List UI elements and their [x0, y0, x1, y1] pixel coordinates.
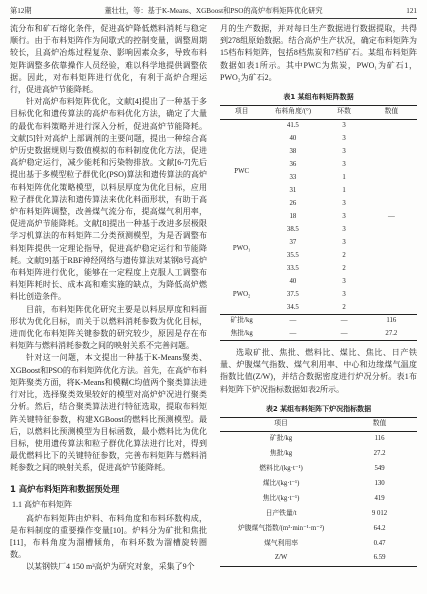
table-2-caption: 表2 某组布料矩阵下炉况指标数据 — [265, 404, 372, 413]
angle-cell: 40 — [289, 134, 297, 142]
subsection-heading: 1.1 高炉布料矩阵 — [12, 499, 72, 509]
paragraph: 针对这一问题，本文提出一种基于K-Means聚类、XGBoost和PSO的布料矩阵优化方法。首先，在高炉布料矩阵聚类方面，将K-Means和模糊C均值两个聚类算法进行对比，选择聚类效果较好的模型对高炉炉况进行聚类分析。然后，结合聚类算法进行特征选取，提取布料矩阵关键特征参数，构建XGBoost的燃料比预测模型。最后，以燃料比预测模型为目标函数，最小燃料比为优化目标，使用遗传算法和粒子群优化算法进行比对，得到最优燃料比下的关键特征参数，完善布料矩阵与燃料消耗参数之间的映射关系，促进高炉节能降耗。 — [10, 353, 207, 473]
table-head — [220, 106, 417, 120]
group-label-cell: PWC — [234, 167, 250, 175]
rings-cell: 2 — [342, 251, 346, 259]
value-cell: 549 — [374, 464, 385, 472]
angle-cell: 33.5 — [286, 264, 299, 272]
rings-cell: 3 — [342, 199, 346, 207]
issue-number: 第12期 — [10, 7, 32, 15]
angle-cell: 41.5 — [286, 122, 299, 130]
value-cell: 6.59 — [373, 554, 386, 562]
table-body — [220, 120, 417, 341]
table-header-cell: 项目 — [220, 106, 263, 120]
table-row — [220, 328, 417, 341]
angle-cell: 18 — [289, 212, 297, 220]
table-row — [220, 431, 417, 446]
rings-cell: 1 — [342, 186, 346, 194]
item-cell: 焦批/kg — [269, 449, 293, 457]
table-2 — [220, 417, 417, 567]
angle-cell: 31 — [289, 186, 297, 194]
rings-cell: 3 — [342, 238, 346, 246]
rings-cell: 3 — [342, 160, 346, 168]
table-row — [220, 491, 417, 506]
item-cell: 矿批/kg — [269, 434, 293, 442]
rings-cell: 3 — [342, 290, 346, 298]
rings-cell: 2 — [342, 264, 346, 272]
section-heading: 1 高炉布料矩阵和数据预处理 — [10, 483, 120, 494]
angle-cell: 40 — [289, 277, 297, 285]
rings-cell: 3 — [342, 225, 346, 233]
running-header — [10, 5, 417, 19]
item-cell: 矿批/kg — [220, 315, 263, 328]
value-cell: 130 — [374, 479, 385, 487]
group-label-cell: PWO₂ — [232, 290, 251, 298]
paragraph: 目前，布料矩阵优化研究主要是以料层厚度和料面形状为优化目标，而关于以燃料消耗参数为优化目标，进而优化布料矩阵关键参数的研究较少，原因是存在布料矩阵与燃料消耗参数之间的映射关系不完善问题。 — [10, 304, 207, 351]
angle-cell: 38 — [289, 147, 297, 155]
angle-cell: 36 — [289, 160, 297, 168]
value-cell: 116 — [374, 434, 385, 442]
rings-cell: 3 — [342, 122, 346, 130]
table-row — [220, 315, 417, 328]
angle-cell: 35.5 — [286, 251, 299, 259]
table-header-row — [220, 417, 417, 431]
page-number: 121 — [406, 7, 417, 15]
angle-cell: 37 — [289, 238, 297, 246]
value-cell: 419 — [374, 494, 385, 502]
value-cell: 27.2 — [373, 449, 386, 457]
value-cell: 9 012 — [371, 509, 388, 517]
table-row — [220, 506, 417, 521]
table-row — [220, 476, 417, 491]
running-title: 董壮壮，等：基于K-Means、XGBoost和PSO的高炉布料矩阵优化研究 — [104, 7, 323, 15]
paragraph: 流分布和矿石熔化条件，促进高炉降低燃料消耗与稳定顺行。由于布料矩阵作为间歇式的控制变量，调整周期较长，且高炉冶炼过程复杂、影响因素众多，导致布料矩阵调整多依靠操作人员经验，难以科学地提供调整依据。因此，对布料矩阵进行优化，有利于高炉合理运行，促进高炉节能降耗。 — [10, 24, 207, 95]
table-row — [220, 446, 417, 461]
value-cell: 27.2 — [385, 329, 398, 337]
value-cell: 64.2 — [373, 524, 386, 532]
item-cell: 焦比/(kg·t⁻¹) — [262, 494, 300, 502]
item-cell: 燃料比/(kg·t⁻¹) — [259, 464, 303, 472]
angle-cell: 26 — [289, 199, 297, 207]
rings-cell: 3 — [342, 212, 346, 220]
table-row — [220, 551, 417, 566]
angle-cell: 37.5 — [286, 290, 299, 298]
rings-cell: 3 — [342, 147, 346, 155]
table-row — [220, 120, 417, 133]
item-cell: 焦批/kg — [230, 329, 253, 337]
value-cell: — — [387, 212, 395, 220]
item-cell: 煤比/(kg·t⁻¹) — [262, 479, 300, 487]
paragraph: 以某钢铁厂4 150 m³高炉为研究对象，采集了9个 — [26, 562, 195, 572]
table-row — [220, 461, 417, 476]
item-cell: 炉腹煤气指数/(m³·min⁻¹·m⁻²) — [237, 524, 325, 532]
angle-cell: 34.5 — [286, 303, 299, 311]
value-cell: 0.47 — [373, 539, 386, 547]
table-header-cell: 项目 — [220, 417, 342, 431]
paragraph: 高炉布料矩阵由炉料、布料角度和布料环数构成，是布料制度的重要操作变量[10]。炉料分为矿批和焦批[11]，布料角度为溜槽倾角，布料环数为溜槽旋转圈数。 — [10, 513, 207, 560]
paragraph: 针对高炉布料矩阵优化，文献[4]提出了一种基于多目标优化和遗传算法的高炉布料优化方法，确定了大量的最优布料策略并进行深入分析，促进高炉节能降耗。文献[5]针对高炉上部调剂的主要问题，提出一种综合高炉历史数据规则与数值模拟的布料制度优化方法，促进高炉稳定运行，减少能耗和污染物排放。文献[6-7]先后提出基于多模型粒子群优化(PSO)算法和遗传算法的高炉布料矩阵优化策略模型，以料层厚度为优化目标，应用粒子群优化算法和遗传算法来优化料面形状，有助于高炉布料矩阵调整，改善煤气流分布，提高煤气利用率，促进高炉节能降耗。文献[8]提出一种基于改进多层极限学习机算法的布料矩阵二分类预测模型，为是否调整布料矩阵提供一定理论指导，促进高炉稳定运行和节能降耗。文献[9]基于RBF神经网络与遗传算法对某钢8号高炉布料矩阵进行优化，能够在一定程度上克服人工调整布料矩阵耗时长、成本高和难实施的缺点，为降低高炉燃料比创造条件。 — [10, 97, 207, 302]
rings-cell: 1 — [342, 173, 346, 181]
table-header-cell: 数值 — [366, 106, 417, 120]
right-column — [220, 23, 417, 567]
rings-cell: — — [322, 315, 365, 328]
table-header-cell: 数值 — [342, 417, 417, 431]
left-column — [10, 23, 207, 574]
paragraph: 月的生产数据，并对每日生产数据进行数据提取，共得到278组原始数据。结合高炉生产状况，确定布料矩阵为15档布料矩阵，包括8档焦炭和7档矿石。某组布料矩阵数据如表1所示。其中PWC为焦炭，PWO₁为矿石1，PWO₂为矿石2。 — [220, 24, 417, 82]
table-header-cell: 环数 — [322, 106, 365, 120]
table-header-cell: 布料角度/(°) — [263, 106, 322, 120]
table-body — [220, 431, 417, 566]
value-cell: 116 — [366, 315, 417, 328]
paragraph: 选取矿批、焦批、燃料比、煤比、焦比、日产铁量、炉腹煤气指数、煤气利用率、中心和边缘煤气温度指数比值(Z/W)，并结合数据密度进行炉况分析。表1布料矩阵下炉况指标数据如表2所示。 — [220, 348, 417, 394]
table-row — [220, 536, 417, 551]
item-cell: Z/W — [274, 554, 288, 562]
rings-cell: 3 — [342, 134, 346, 142]
item-cell: 日产铁量/t — [265, 509, 297, 517]
rings-cell: — — [340, 329, 348, 337]
item-cell: 煤气利用率 — [264, 539, 299, 547]
angle-cell: 38.5 — [286, 225, 299, 233]
angle-cell: 33 — [289, 173, 297, 181]
angle-cell: — — [263, 315, 322, 328]
table-header-row — [220, 106, 417, 120]
table-1 — [220, 105, 417, 341]
table-1-caption: 表1 某组布料矩阵数据 — [283, 93, 354, 102]
table-row — [220, 521, 417, 536]
angle-cell: — — [289, 329, 297, 337]
rings-cell: 3 — [342, 277, 346, 285]
group-label-cell: PWO₁ — [232, 245, 251, 253]
table-head — [220, 417, 417, 431]
rings-cell: 2 — [342, 303, 346, 311]
